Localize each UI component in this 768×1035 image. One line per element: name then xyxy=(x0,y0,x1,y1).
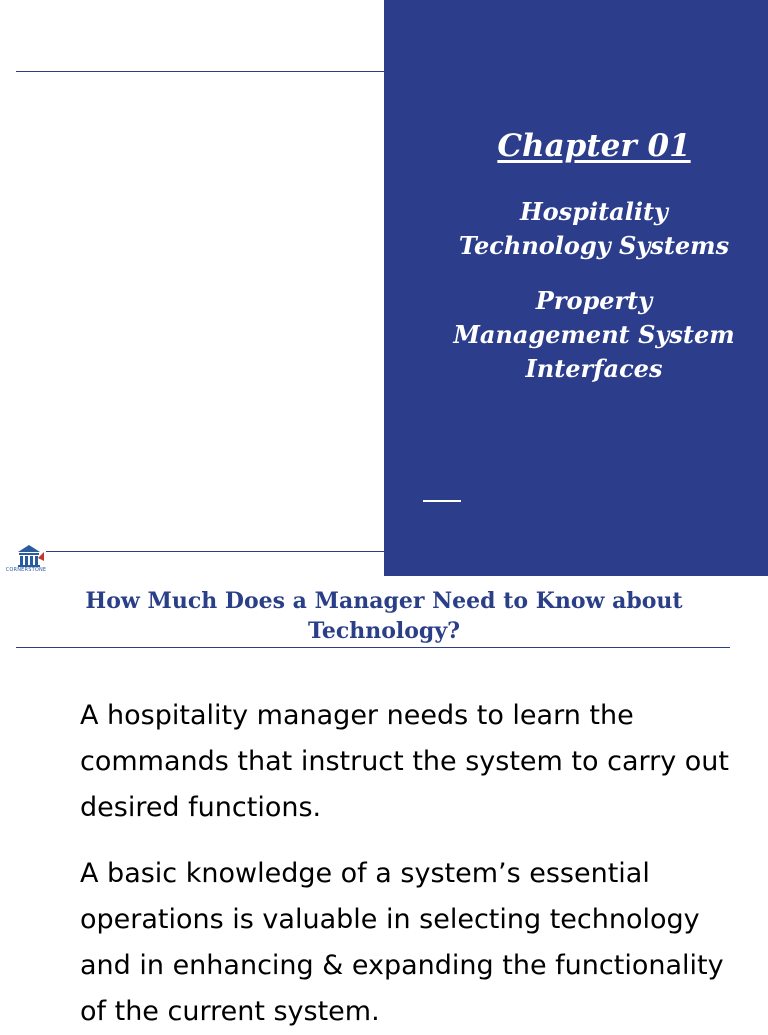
cornerstone-logo xyxy=(5,544,47,576)
subtitle-hospitality: Hospitality Technology Systems xyxy=(458,197,730,260)
slide-heading: How Much Does a Manager Need to Know about Technology? xyxy=(85,588,683,644)
panel-dash xyxy=(423,500,461,502)
top-rule xyxy=(16,71,384,72)
logo-text: CORNERSTONE xyxy=(5,567,47,573)
subtitle-pms-interfaces: Property Management System Interfaces xyxy=(453,286,735,383)
paragraph-1: A hospitality manager needs to learn the commands that instruct the system to carry out desired functions. xyxy=(80,700,729,823)
bottom-rule xyxy=(46,551,384,552)
building-logo-icon xyxy=(5,544,47,568)
title-panel xyxy=(384,0,768,576)
paragraph-2: A basic knowledge of a system’s essential operations is valuable in selecting technology and in enhancing & expanding the functionality of the current system. xyxy=(80,858,724,1027)
heading-rule xyxy=(16,647,730,648)
chapter-title: Chapter 01 xyxy=(497,128,691,164)
